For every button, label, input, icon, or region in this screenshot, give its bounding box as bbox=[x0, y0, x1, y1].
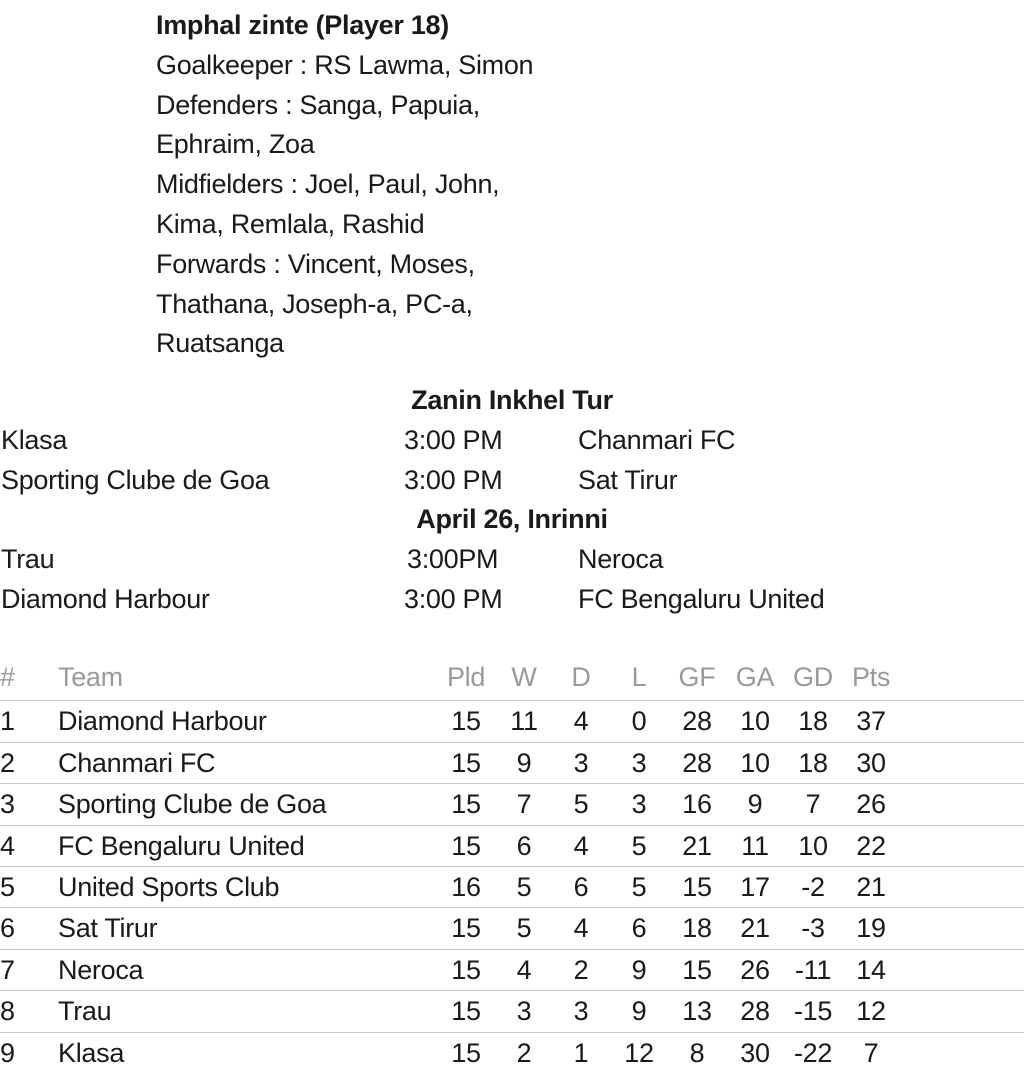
row-team: FC Bengaluru United bbox=[58, 830, 305, 861]
row-pos: 8 bbox=[0, 996, 15, 1027]
table-row bbox=[0, 907, 1024, 949]
row-pld: 15 bbox=[451, 747, 481, 778]
header-gd: GD bbox=[793, 662, 833, 692]
row-pts: 26 bbox=[856, 789, 886, 820]
fixture-away-team: Chanmari FC bbox=[578, 425, 736, 455]
row-gd: -2 bbox=[801, 872, 825, 902]
fixture-row bbox=[0, 460, 1024, 500]
fixture-row bbox=[0, 579, 1024, 619]
row-ga: 17 bbox=[740, 872, 770, 902]
squad-line: Goalkeeper : RS Lawma, Simon bbox=[156, 49, 534, 80]
row-gf: 15 bbox=[682, 954, 712, 985]
squad-line: Forwards : Vincent, Moses, bbox=[156, 248, 475, 279]
row-w: 5 bbox=[516, 872, 532, 902]
squad-title: Imphal zinte (Player 18) bbox=[156, 10, 449, 40]
fixtures-heading: Zanin Inkhel Tur bbox=[411, 385, 613, 415]
row-l: 12 bbox=[624, 1037, 654, 1068]
row-pld: 16 bbox=[451, 872, 481, 902]
row-d: 4 bbox=[573, 706, 589, 737]
row-w: 4 bbox=[516, 954, 532, 985]
fixture-row bbox=[0, 539, 1024, 579]
row-d: 5 bbox=[573, 789, 589, 820]
squad-line: Ephraim, Zoa bbox=[156, 129, 315, 160]
row-ga: 10 bbox=[740, 706, 770, 737]
row-gd: 18 bbox=[798, 706, 828, 737]
row-ga: 30 bbox=[740, 1037, 770, 1068]
row-d: 4 bbox=[573, 830, 589, 861]
row-w: 6 bbox=[516, 830, 532, 861]
row-l: 3 bbox=[631, 747, 647, 778]
row-w: 5 bbox=[516, 913, 532, 944]
row-pld: 15 bbox=[451, 830, 481, 861]
row-gd: -15 bbox=[793, 996, 833, 1027]
row-pts: 21 bbox=[856, 872, 886, 902]
header-pos: # bbox=[0, 662, 15, 692]
row-l: 3 bbox=[631, 789, 647, 820]
row-team: Trau bbox=[58, 996, 112, 1027]
header-gf: GF bbox=[678, 662, 716, 692]
table-row bbox=[0, 742, 1024, 784]
squad-line: Defenders : Sanga, Papuia, bbox=[156, 89, 480, 120]
table-row bbox=[0, 825, 1024, 867]
row-gf: 21 bbox=[682, 830, 712, 861]
row-pts: 7 bbox=[863, 1037, 879, 1068]
row-ga: 26 bbox=[740, 954, 770, 985]
fixture-home-team: Sporting Clube de Goa bbox=[1, 465, 270, 495]
row-team: United Sports Club bbox=[58, 872, 280, 902]
row-ga: 28 bbox=[740, 996, 770, 1027]
row-ga: 21 bbox=[740, 913, 770, 944]
row-d: 4 bbox=[573, 913, 589, 944]
row-gf: 18 bbox=[682, 913, 712, 944]
row-pld: 15 bbox=[451, 706, 481, 737]
row-d: 2 bbox=[573, 954, 589, 985]
row-gd: 18 bbox=[798, 747, 828, 778]
row-pos: 2 bbox=[0, 747, 15, 778]
row-ga: 9 bbox=[747, 789, 763, 820]
fixture-away-team: Neroca bbox=[578, 544, 664, 574]
row-gf: 16 bbox=[682, 789, 712, 820]
row-d: 3 bbox=[573, 996, 589, 1027]
row-pts: 14 bbox=[856, 954, 886, 985]
row-gf: 28 bbox=[682, 747, 712, 778]
row-l: 0 bbox=[631, 706, 647, 737]
row-gf: 15 bbox=[682, 872, 712, 902]
row-pos: 4 bbox=[0, 830, 15, 861]
table-row bbox=[0, 700, 1024, 742]
row-gd: -22 bbox=[793, 1037, 833, 1068]
row-team: Chanmari FC bbox=[58, 747, 216, 778]
fixture-home-team: Trau bbox=[1, 544, 55, 574]
squad-line: Kima, Remlala, Rashid bbox=[156, 208, 425, 239]
row-gd: 10 bbox=[798, 830, 828, 861]
row-w: 11 bbox=[510, 706, 538, 737]
row-pts: 12 bbox=[856, 996, 886, 1027]
fixture-home-team: Klasa bbox=[1, 425, 68, 455]
table-row bbox=[0, 949, 1024, 991]
row-w: 7 bbox=[516, 789, 532, 820]
header-pld: Pld bbox=[446, 662, 486, 692]
row-team: Neroca bbox=[58, 954, 144, 985]
squad-line: Midfielders : Joel, Paul, John, bbox=[156, 169, 500, 200]
row-pts: 37 bbox=[856, 706, 886, 737]
squad-list bbox=[156, 6, 636, 364]
row-gd: -11 bbox=[794, 954, 832, 985]
row-gd: -3 bbox=[801, 913, 825, 944]
table-row bbox=[0, 1032, 1024, 1074]
row-pts: 22 bbox=[856, 830, 886, 861]
standings-header-row bbox=[0, 657, 1024, 698]
row-l: 6 bbox=[631, 913, 647, 944]
header-l: L bbox=[631, 662, 647, 692]
squad-line: Thathana, Joseph-a, PC-a, bbox=[156, 288, 473, 319]
fixture-time: 3:00PM bbox=[407, 544, 499, 574]
row-team: Sat Tirur bbox=[58, 913, 158, 944]
row-pos: 7 bbox=[0, 954, 15, 985]
row-pld: 15 bbox=[451, 1037, 481, 1068]
row-l: 5 bbox=[631, 872, 647, 902]
header-pts: Pts bbox=[851, 662, 891, 692]
row-pts: 19 bbox=[856, 913, 886, 944]
fixture-away-team: Sat Tirur bbox=[578, 465, 678, 495]
row-pos: 6 bbox=[0, 913, 15, 944]
row-d: 1 bbox=[573, 1037, 589, 1068]
row-l: 5 bbox=[631, 830, 647, 861]
row-pts: 30 bbox=[856, 747, 886, 778]
row-pld: 15 bbox=[451, 913, 481, 944]
row-pos: 9 bbox=[0, 1037, 15, 1068]
row-pos: 1 bbox=[0, 706, 15, 737]
row-pld: 15 bbox=[451, 954, 481, 985]
row-ga: 11 bbox=[741, 830, 769, 861]
header-d: D bbox=[571, 662, 591, 692]
row-team: Diamond Harbour bbox=[58, 706, 267, 737]
table-row bbox=[0, 990, 1024, 1032]
row-pos: 3 bbox=[0, 789, 15, 820]
header-w: W bbox=[511, 662, 537, 692]
row-gf: 13 bbox=[682, 996, 712, 1027]
row-gf: 8 bbox=[689, 1037, 705, 1068]
fixture-row bbox=[0, 420, 1024, 460]
row-gf: 28 bbox=[682, 706, 712, 737]
row-l: 9 bbox=[631, 954, 647, 985]
row-team: Klasa bbox=[58, 1037, 125, 1068]
header-ga: GA bbox=[735, 662, 775, 692]
squad-line: Ruatsanga bbox=[156, 328, 284, 359]
row-pld: 15 bbox=[451, 996, 481, 1027]
row-d: 3 bbox=[573, 747, 589, 778]
header-team: Team bbox=[58, 662, 123, 692]
fixture-time: 3:00 PM bbox=[404, 425, 503, 455]
row-team: Sporting Clube de Goa bbox=[58, 789, 327, 820]
fixture-time: 3:00 PM bbox=[404, 584, 503, 614]
table-row bbox=[0, 783, 1024, 825]
row-w: 2 bbox=[516, 1037, 532, 1068]
fixtures-heading: April 26, Inrinni bbox=[416, 504, 608, 534]
row-pos: 5 bbox=[0, 872, 15, 902]
row-w: 9 bbox=[516, 747, 532, 778]
fixture-home-team: Diamond Harbour bbox=[1, 584, 210, 614]
fixture-away-team: FC Bengaluru United bbox=[578, 584, 825, 614]
row-l: 9 bbox=[631, 996, 647, 1027]
table-row bbox=[0, 866, 1024, 908]
fixture-time: 3:00 PM bbox=[404, 465, 503, 495]
row-w: 3 bbox=[516, 996, 532, 1027]
row-d: 6 bbox=[573, 872, 589, 902]
row-gd: 7 bbox=[805, 789, 821, 820]
row-ga: 10 bbox=[740, 747, 770, 778]
row-pld: 15 bbox=[451, 789, 481, 820]
